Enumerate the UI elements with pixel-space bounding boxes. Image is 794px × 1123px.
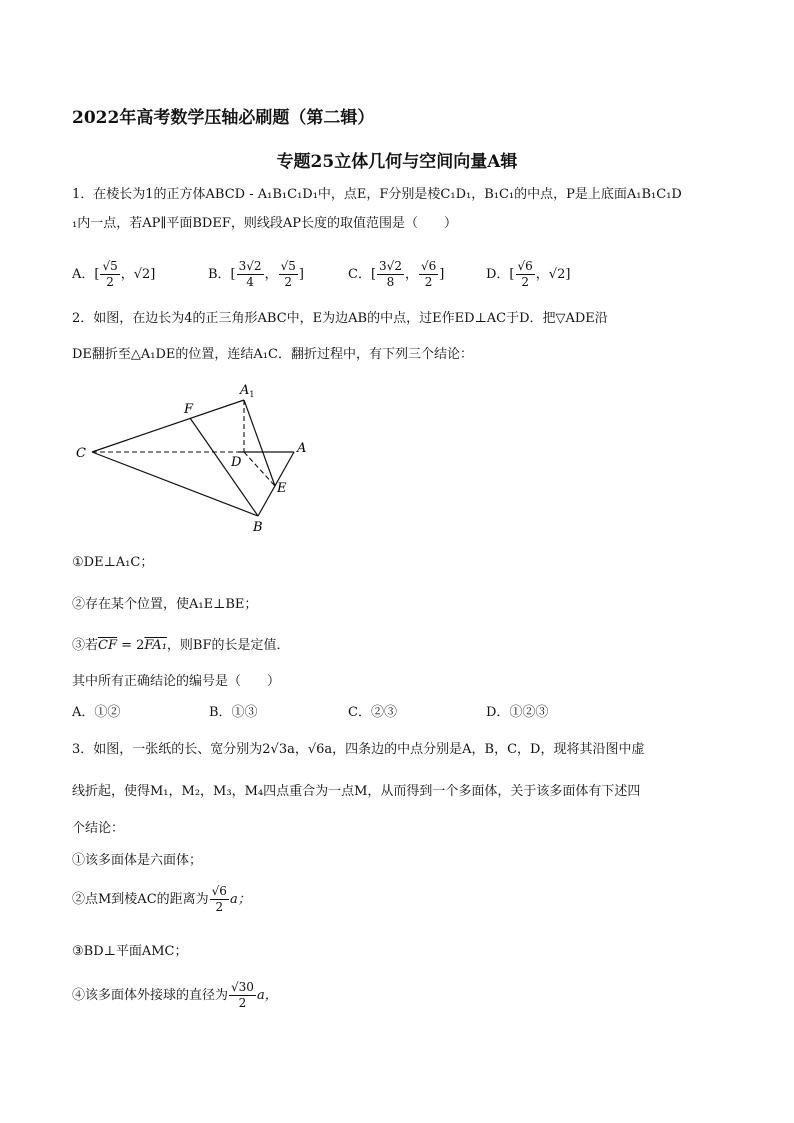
fraction: $\frac{3√2}{8}$ (379, 259, 402, 289)
q1-line1: 1．在棱长为1的正方体ABCD - A₁B₁C₁D₁中，点E，F分别是棱C₁D₁，B₁C₁的中点，P是上底面A₁B₁C₁D (72, 187, 682, 202)
q2-statement-3: ③若$\overline{CF} = 2FA_1$，则BF的长是定值． (72, 638, 290, 653)
label-d: D (231, 455, 242, 470)
label-b: B (253, 520, 263, 535)
q1-option-d: D．[ $\frac{√6}{2}$ ，√2] (486, 259, 571, 289)
q3-statement-1: ①该多面体是六面体； (72, 853, 203, 868)
q2-option-b: B．①③ (209, 705, 258, 720)
fraction: $\frac{3√2}{4}$ (238, 259, 262, 289)
vector-fa1: FA₁ (144, 638, 167, 653)
fraction: $\frac{√30}{2}$ (231, 980, 254, 1010)
fraction: $\frac{√5}{2}$ (102, 259, 118, 289)
q2-statement-2: ②存在某个位置，使A₁E⊥BE； (72, 597, 258, 612)
section-title: 专题25立体几何与空间向量A辑 (276, 152, 518, 172)
q2-option-c: C．②③ (348, 705, 397, 720)
q1-options (72, 253, 632, 289)
label-e: E (277, 481, 287, 496)
fraction: $\frac{√6}{2}$ (211, 884, 227, 914)
label-a: A (297, 441, 307, 456)
edge-a1e (244, 400, 275, 486)
vector-cf: $\overline{CF}$ (98, 638, 117, 653)
q1-option-a: A．[ $\frac{√5}{2}$ ，√2] (72, 259, 156, 289)
page-title: 2022年高考数学压轴必刷题（第二辑） (72, 108, 375, 128)
label-c: C (76, 446, 86, 461)
q1-option-c: C．[ $\frac{3√2}{8}$ ， $\frac{√6}{2}$ ] (348, 259, 445, 289)
q2-line1: 2．如图，在边长为4的正三角形ABC中，E为边AB的中点，过E作ED⊥AC于D．把▽ADE沿 (72, 311, 608, 326)
dashed-de (244, 452, 275, 486)
fraction: $\frac{√6}{2}$ (517, 259, 533, 289)
q3-line1: 3．如图，一张纸的长、宽分别为2√3a，√6a，四条边的中点分别是A，B，C，D，现将其沿图中虚 (72, 742, 645, 757)
q3-statement-2: ②点M到棱AC的距离为 $\frac{√6}{2}$ a； (72, 884, 251, 914)
label-a1: $A_1$ (240, 383, 255, 399)
q3-statement-4: ④该多面体外接球的直径为 $\frac{√30}{2}$ a， (72, 980, 278, 1010)
q2-line2: DE翻折至△A₁DE的位置，连结A₁C．翻折过程中，有下列三个结论： (72, 347, 473, 362)
edge-fb (190, 418, 258, 516)
q2-option-a: A．①② (72, 705, 121, 720)
fraction: $\frac{√5}{2}$ (280, 259, 296, 289)
q2-option-d: D．①②③ (486, 705, 549, 720)
folded-triangle-figure (68, 380, 328, 540)
edge-ba (258, 452, 294, 516)
q1-option-b: B．[ $\frac{3√2}{4}$ ， $\frac{√5}{2}$ ] (208, 259, 304, 289)
q1-line2: ₁内一点，若AP∥平面BDEF，则线段AP长度的取值范围是（ ） (72, 216, 457, 231)
q3-statement-3: ③BD⊥平面AMC； (72, 944, 188, 959)
q2-statement-1: ①DE⊥A₁C； (72, 555, 154, 570)
q3-line2: 线折起，使得M₁，M₂，M₃，M₄四点重合为一点M，从而得到一个多面体，关于该多面体有下述四 (72, 784, 641, 799)
q3-line3: 个结论： (72, 821, 125, 836)
q2-question: 其中所有正确结论的编号是（ ） (72, 674, 281, 689)
label-f: F (184, 402, 194, 417)
fraction: $\frac{√6}{2}$ (420, 259, 437, 289)
edge-ca1 (92, 400, 244, 452)
